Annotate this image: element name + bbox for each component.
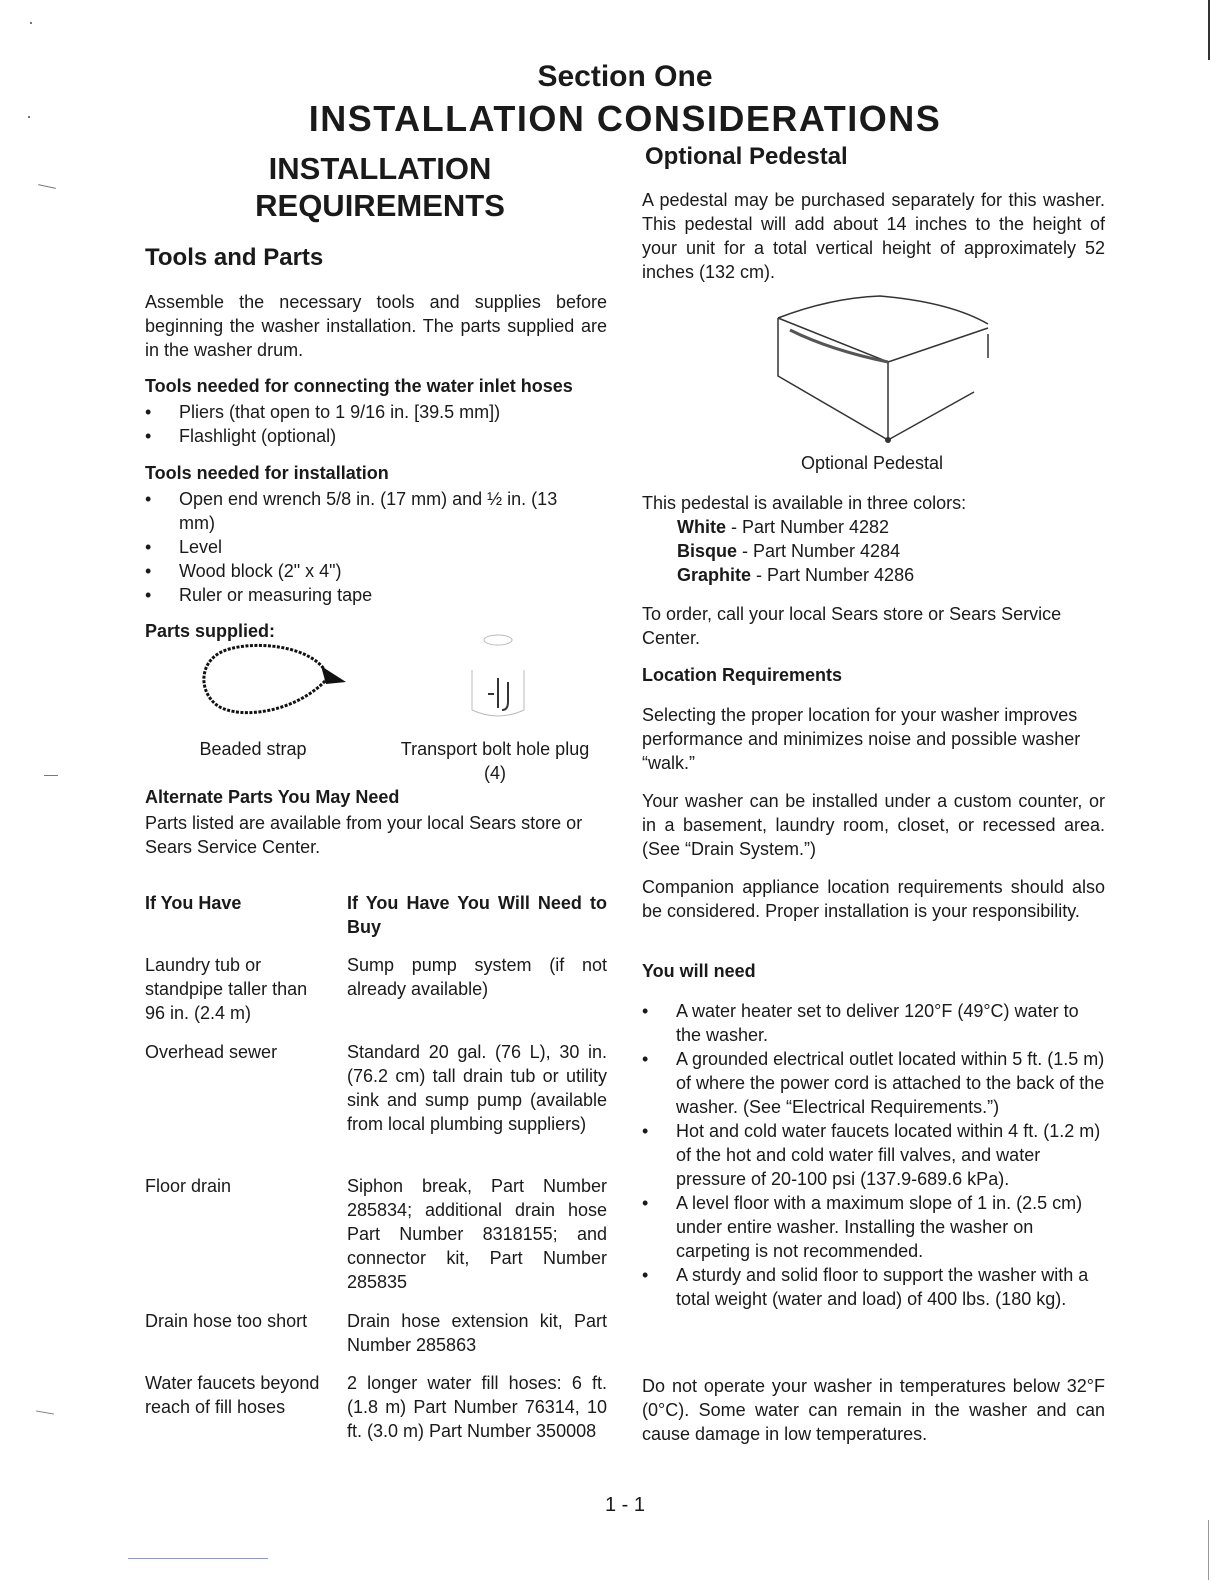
tools-intro-paragraph: Assemble the necessary tools and supplies before beginning the washer installation. The parts supplied are in the washer drum. <box>145 292 607 360</box>
table-cell-have: Water faucets beyond reach of fill hoses <box>145 1373 320 1417</box>
bolt-plug-caption-line1: Transport bolt hole plug <box>400 739 590 759</box>
alternate-parts-heading: Alternate Parts You May Need <box>145 787 400 807</box>
install-tools-list <box>145 487 590 607</box>
pedestal-paragraph: A pedestal may be purchased separately for this washer. This pedestal will add about 14 inches to the height of your unit for a total vertical height of approximately 52 inches (132 cm). <box>642 190 1105 282</box>
pedestal-caption: Optional Pedestal <box>800 453 944 473</box>
alternate-parts-text: Parts listed are available from your local Sears store or Sears Service Center. <box>145 813 583 857</box>
install-tools-heading: Tools needed for installation <box>145 463 389 483</box>
location-paragraph-3: Companion appliance location requirements should also be considered. Proper installation is your responsibility. <box>642 877 1105 921</box>
color-name: Bisque <box>677 541 738 561</box>
hoses-tools-list <box>145 400 615 448</box>
color-part-number: - Part Number 4282 <box>726 517 890 537</box>
scan-speck <box>30 22 32 24</box>
order-paragraph: To order, call your local Sears store or Sears Service Center. <box>642 604 1062 648</box>
list-item: • Wood block (2" x 4") <box>145 559 590 583</box>
bolt-plug-caption <box>385 737 605 785</box>
beaded-strap-illustration <box>196 640 356 720</box>
list-item: • Flashlight (optional) <box>145 424 615 448</box>
scan-speck <box>36 1410 54 1414</box>
scan-edge-line <box>1208 0 1210 60</box>
list-item: • A level floor with a maximum slope of 1 in. (2.5 cm) under entire washer. Installing the washer on carpeting is not recommended. <box>642 1191 1107 1263</box>
table-cell-need: 2 longer water fill hoses: 6 ft. (1.8 m) Part Number 76314, 10 ft. (3.0 m) Part Number 350008 <box>347 1373 607 1441</box>
list-item: • Level <box>145 535 590 559</box>
footer-divider <box>128 1558 268 1559</box>
scan-speck <box>38 184 56 189</box>
color-name: White <box>677 517 726 537</box>
pedestal-illustration <box>770 290 1000 450</box>
requirements-title-line1: INSTALLATION <box>268 151 492 186</box>
list-item: • Open end wrench 5/8 in. (17 mm) and ½ in. (13 mm) <box>145 487 590 535</box>
hoses-tools-heading: Tools needed for connecting the water inlet hoses <box>145 376 573 396</box>
table-cell-have: Floor drain <box>145 1176 232 1196</box>
color-option <box>677 539 1097 563</box>
pedestal-heading: Optional Pedestal <box>645 143 848 170</box>
list-item: • Pliers (that open to 1 9/16 in. [39.5 mm]) <box>145 400 615 424</box>
bolt-plug-caption-line2: (4) <box>484 763 506 783</box>
color-part-number: - Part Number 4284 <box>737 541 901 561</box>
bolt-hole-plug-illustration <box>458 630 538 725</box>
location-heading: Location Requirements <box>642 665 843 685</box>
location-paragraph-2: Your washer can be installed under a custom counter, or in a basement, laundry room, closet, or recessed area. (See “Drain System.”) <box>642 791 1105 859</box>
table-cell-need: Sump pump system (if not already available) <box>347 955 607 999</box>
beaded-strap-caption: Beaded strap <box>199 739 307 759</box>
table-cell-have: Laundry tub or standpipe taller than 96 in. (2.4 m) <box>145 955 308 1023</box>
section-label: Section One <box>537 60 713 93</box>
table-cell-have: Drain hose too short <box>145 1311 308 1331</box>
color-option <box>677 563 1097 587</box>
scan-speck <box>28 116 30 118</box>
table-cell-need: Standard 20 gal. (76 L), 30 in. (76.2 cm) tall drain tub or utility sink and sump pump (available from local plumbing suppliers) <box>347 1042 607 1134</box>
requirements-title-line2: REQUIREMENTS <box>255 188 505 223</box>
colors-intro: This pedestal is available in three colors: <box>642 493 967 513</box>
color-part-number: - Part Number 4286 <box>751 565 915 585</box>
color-name: Graphite <box>677 565 752 585</box>
list-item: • Hot and cold water faucets located within 4 ft. (1.2 m) of the hot and cold water fill valves, and water pressure of 20-100 psi (137.9-689.6 kPa). <box>642 1119 1107 1191</box>
table-header-need: If You Have You Will Need to Buy <box>347 893 607 937</box>
location-paragraph-1: Selecting the proper location for your washer improves performance and minimizes noise and possible washer “walk.” <box>642 705 1081 773</box>
requirements-title <box>200 150 560 224</box>
table-cell-have: Overhead sewer <box>145 1042 278 1062</box>
table-header-have: If You Have <box>145 893 242 913</box>
list-item: • A water heater set to deliver 120°F (49°C) water to the washer. <box>642 999 1107 1047</box>
list-item: • Ruler or measuring tape <box>145 583 590 607</box>
scan-speck <box>44 775 58 776</box>
color-option <box>677 515 1097 539</box>
scan-edge-line <box>1208 1520 1209 1580</box>
tools-parts-heading: Tools and Parts <box>145 244 324 271</box>
temperature-warning: Do not operate your washer in temperatures below 32°F (0°C). Some water can remain in the washer and can cause damage in low temperatures. <box>642 1376 1105 1444</box>
parts-supplied-heading: Parts supplied: <box>145 621 276 641</box>
you-will-need-heading: You will need <box>642 961 756 981</box>
requirements-list <box>642 999 1107 1311</box>
table-cell-need: Drain hose extension kit, Part Number 285863 <box>347 1311 607 1355</box>
color-options-list <box>677 515 1097 587</box>
page-number: 1 - 1 <box>604 1494 646 1516</box>
list-item: • A grounded electrical outlet located within 5 ft. (1.5 m) of where the power cord is attached to the back of the washer. (See “Electrical Requirements.”) <box>642 1047 1107 1119</box>
page-title: INSTALLATION CONSIDERATIONS <box>308 98 942 139</box>
table-cell-need: Siphon break, Part Number 285834; additional drain hose Part Number 8318155; and connector kit, Part Number 285835 <box>347 1176 607 1292</box>
list-item: • A sturdy and solid floor to support the washer with a total weight (water and load) of 400 lbs. (180 kg). <box>642 1263 1107 1311</box>
